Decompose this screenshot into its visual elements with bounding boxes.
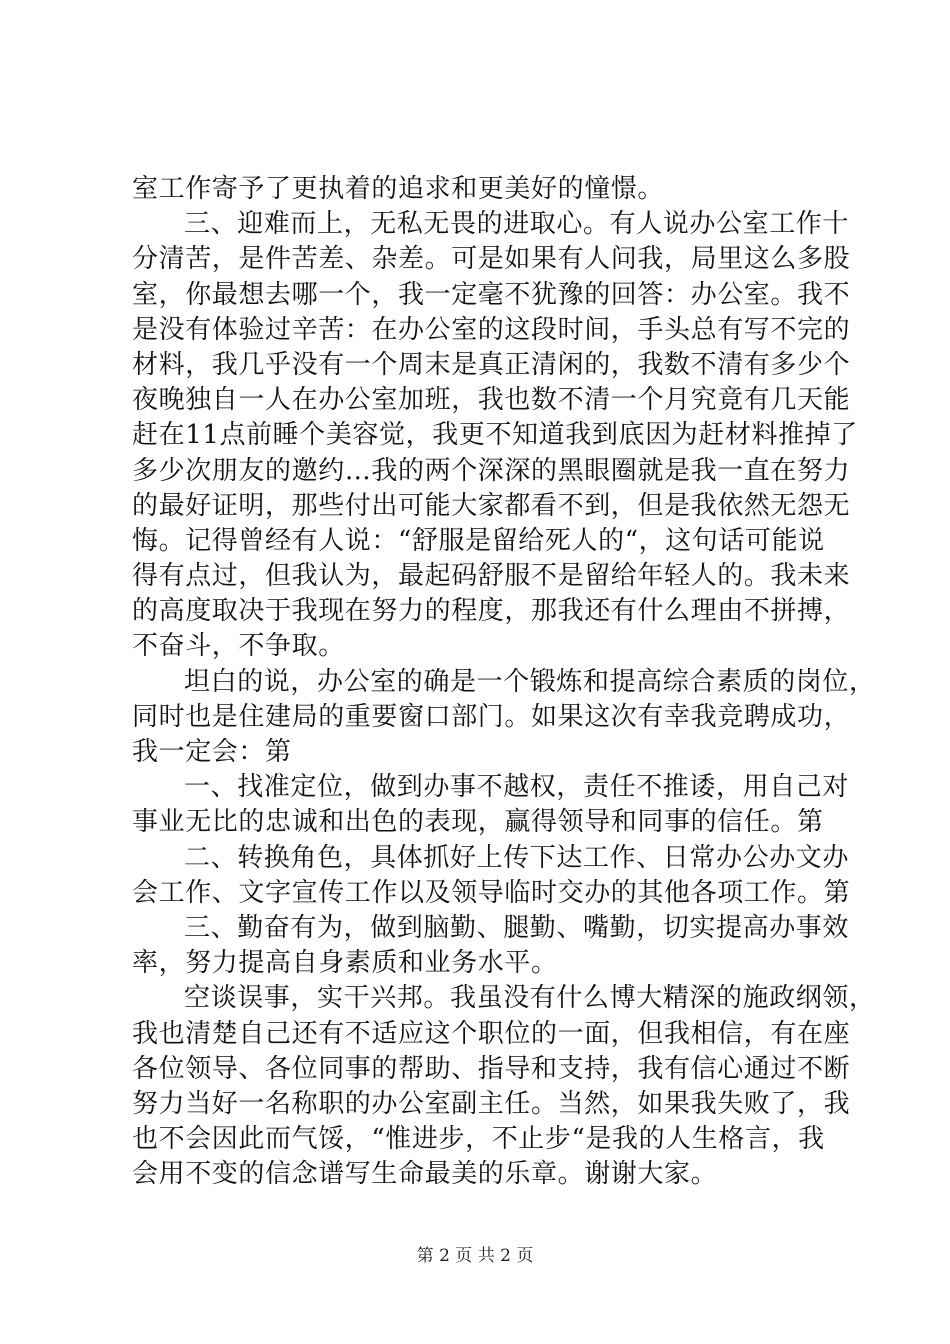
text-line: 率，努力提高自身素质和业务水平。: [132, 948, 558, 979]
text-line: 努力当好一名称职的办公室副主任。当然，如果我失败了，我: [132, 1088, 851, 1119]
text-line: 材料，我几乎没有一个周末是真正清闲的，我数不清有多少个: [132, 349, 851, 380]
text-line: 各位领导、各位同事的帮助、指导和支持，我有信心通过不断: [132, 1053, 851, 1084]
text-line: 空谈误事，实干兴邦。我虽没有什么博大精深的施政纲领，: [184, 983, 876, 1014]
text-line: 的最好证明，那些付出可能大家都看不到，但是我依然无怨无: [132, 490, 851, 521]
text-line: 事业无比的忠诚和出色的表现，赢得领导和同事的信任。第: [132, 807, 824, 838]
text-line: 我也清楚自己还有不适应这个职位的一面，但我相信，有在座: [132, 1018, 851, 1049]
text-line: 三、迎难而上，无私无畏的进取心。有人说办公室工作十: [184, 209, 850, 240]
text-line: 是没有体验过辛苦：在办公室的这段时间，手头总有写不完的: [132, 314, 851, 345]
text-line: 三、勤奋有为，做到脑勤、腿勤、嘴勤，切实提高办事效: [184, 912, 850, 943]
text-line: 不奋斗，不争取。: [132, 631, 345, 662]
text-line: 悔。记得曾经有人说：“舒服是留给死人的“，这句话可能说: [132, 525, 825, 556]
text-line: 会用不变的信念谱写生命最美的乐章。谢谢大家。: [132, 1159, 718, 1190]
text-line: 的高度取决于我现在努力的程度，那我还有什么理由不拼搏，: [132, 596, 851, 627]
page-footer: 第 2 页 共 2 页: [416, 1246, 534, 1266]
text-line: 二、转换角色，具体抓好上传下达工作、日常办公办文办: [184, 842, 850, 873]
text-line: 室工作寄予了更执着的追求和更美好的憧憬。: [132, 174, 665, 204]
text-line: 同时也是住建局的重要窗口部门。如果这次有幸我竞聘成功，: [132, 701, 851, 732]
text-line: 赶在11点前睡个美容觉，我更不知道我到底因为赶材料推掉了: [132, 420, 858, 451]
text-line: 会工作、文字宣传工作以及领导临时交办的其他各项工作。第: [132, 877, 851, 908]
text-line: 室，你最想去哪一个，我一定毫不犹豫的回答：办公室。我不: [132, 279, 851, 310]
text-line: 夜晚独自一人在办公室加班，我也数不清一个月究竟有几天能: [132, 385, 851, 416]
text-line: 分清苦，是件苦差、杂差。可是如果有人问我，局里这么多股: [132, 244, 851, 275]
text-line: 得有点过，但我认为，最起码舒服不是留给年轻人的。我未来: [132, 561, 851, 592]
text-line: 一、找准定位，做到办事不越权，责任不推诿，用自己对: [184, 772, 850, 803]
text-line: 也不会因此而气馁，“惟进步，不止步“是我的人生格言，我: [132, 1124, 825, 1155]
text-line: 坦白的说，办公室的确是一个锻炼和提高综合素质的岗位，: [184, 666, 876, 697]
document-body: [132, 172, 876, 1192]
text-line: 我一定会：第: [132, 737, 292, 767]
text-line: 多少次朋友的邀约…我的两个深深的黑眼圈就是我一直在努力: [132, 455, 851, 486]
